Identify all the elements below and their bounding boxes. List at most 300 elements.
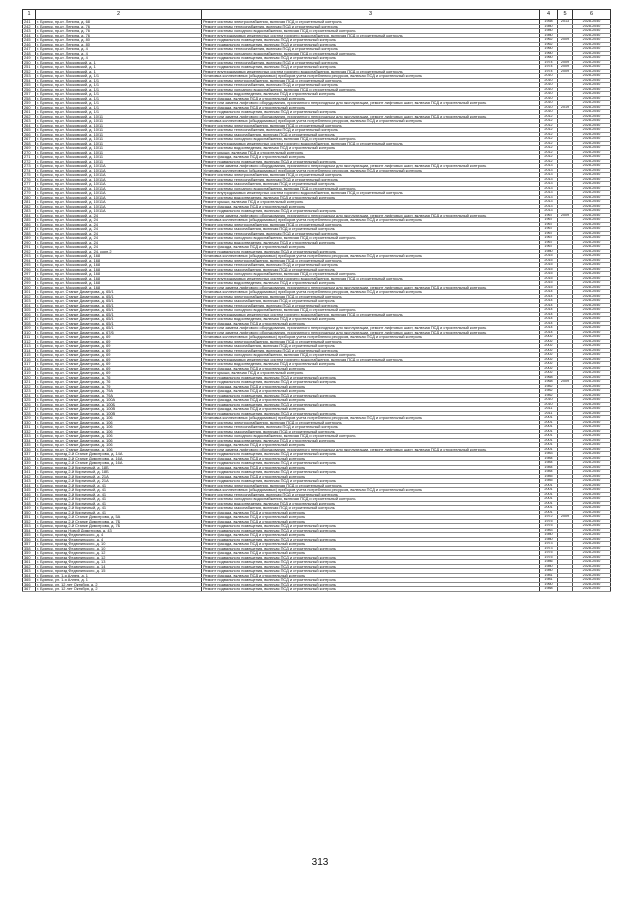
cell-work-type: Ремонт подвального помещения, включая ПСД и строительный контроль (202, 209, 540, 214)
cell-work-type: Ремонт системы электроснабжения, включая ПСД и строительный контроль (202, 294, 540, 299)
cell-year-built: 2012 (540, 159, 558, 164)
cell-address: г. Брянск, проезд 2-й Кирпичный, д. 41 (36, 501, 202, 506)
cell-work-type: Ремонт системы электроснабжения, включая ПСД и строительный контроль (202, 420, 540, 425)
cell-address: г. Брянск, пр-кт. Московский, д. 10/11 (36, 146, 202, 151)
cell-year-built: 2001 (540, 497, 558, 502)
cell-planned-period: 2028-2040 (573, 560, 611, 565)
cell-address: г. Брянск, проезд 2-й Кирпичный, д. 21А (36, 479, 202, 484)
cell-work-type: Ремонт системы газоснабжения, включая ПСД и строительный контроль (202, 227, 540, 232)
cell-address: г. Брянск, пр-кт. Московский, д. 10/11А (36, 168, 202, 173)
cell-planned-period: 2028-2040 (573, 456, 611, 461)
cell-work-type: Ремонт системы теплоснабжения, включая ПСД и строительный контроль (202, 177, 540, 182)
cell-work-type: Ремонт или замена лифтового оборудования, признанного непригодным для эксплуатации, ремонт лифтовых шахт, включая ПСД и строительный контроль (202, 114, 540, 119)
cell-address: г. Брянск, ул. 12 лет Октября, д. 2 (36, 587, 202, 592)
cell-work-type: Ремонт или замена лифтового оборудования, признанного непригодным для эксплуатации, ремонт лифтовых шахт, включая ПСД и строительный контроль (202, 326, 540, 331)
cell-row-number: 320 (23, 375, 36, 380)
cell-year-built: 2013 (540, 177, 558, 182)
cell-row-number: 355 (23, 533, 36, 538)
cell-address: г. Брянск, пр-кт. Ленина, д. 76 (36, 33, 202, 38)
cell-year-built: 1960 (540, 56, 558, 61)
cell-address: г. Брянск, пр-кт. Московский, д. 1 (36, 65, 202, 70)
cell-planned-period: 2028-2040 (573, 357, 611, 362)
cell-planned-period: 2028-2040 (573, 191, 611, 196)
cell-address: г. Брянск, пр-кт. Станке Димитрова, д. 106 (36, 443, 202, 448)
cell-work-type: Ремонт или замена лифтового оборудования, признанного непригодным для эксплуатации, ремонт лифтовых шахт, включая ПСД и строительный контроль (202, 213, 540, 218)
cell-year-built: 1980 (540, 533, 558, 538)
cell-row-number: 281 (23, 200, 36, 205)
cell-year-built: 1968 (540, 380, 558, 385)
cell-work-type: Ремонт системы газоснабжения, включая ПСД и строительный контроль (202, 299, 540, 304)
cell-year-built: 2002 (540, 353, 558, 358)
cell-address: г. Брянск, проезд 2-й Станке Димитрова, д. 7Б (36, 519, 202, 524)
cell-work-type: Установка коллективных (общедомовых) приборов учета потребления ресурсов, включая ПСД и строительный контроль (202, 290, 540, 295)
cell-address: г. Брянск, ул. 1-я Аллея, д. 1 (36, 573, 202, 578)
cell-planned-period: 2028-2040 (573, 434, 611, 439)
cell-work-type: Ремонт фасада, включая ПСД и строительный контроль (202, 515, 540, 520)
cell-year-built: 2002 (540, 371, 558, 376)
cell-work-type: Ремонт системы теплоснабжения, включая ПСД и строительный контроль (202, 60, 540, 65)
cell-address: г. Брянск, пр-кт. Московский, д. 10/11 (36, 119, 202, 124)
cell-year-built: 1967 (540, 231, 558, 236)
cell-planned-period: 2028-2040 (573, 524, 611, 529)
cell-row-number: 339 (23, 461, 36, 466)
cell-year-built: 1968 (540, 375, 558, 380)
cell-address: г. Брянск, пр-кт. Московский, д. 1 (36, 60, 202, 65)
cell-work-type: Ремонт системы теплоснабжения, включая ПСД и строительный контроль (202, 492, 540, 497)
cell-address: г. Брянск, пр-кт. Ленина, д. 76 (36, 24, 202, 29)
cell-address: г. Брянск, пр-кт. Московский, д. 10/11 (36, 141, 202, 146)
cell-address: г. Брянск, пр-кт. Московский, д. 168 (36, 281, 202, 286)
cell-work-type: Ремонт системы теплоснабжения, включая ПСД и строительный контроль (202, 303, 540, 308)
cell-address: г. Брянск, пр-кт. Станке Димитрова, д. 69 (36, 335, 202, 340)
cell-row-number: 310 (23, 330, 36, 335)
cell-planned-period: 2028-2040 (573, 146, 611, 151)
cell-address: г. Брянск, пр-кт. Станке Димитрова, д. 65/1 (36, 294, 202, 299)
cell-address: г. Брянск, пр-кт. Станке Димитрова, д. 106 (36, 425, 202, 430)
cell-year-built: 2002 (540, 357, 558, 362)
cell-year-built: 2014 (540, 330, 558, 335)
cell-work-type: Ремонт системы холодного водоснабжения, включая ПСД и строительный контроль (202, 137, 540, 142)
cell-year-built: 2015 (540, 267, 558, 272)
cell-row-number: 295 (23, 263, 36, 268)
cell-work-type: Установка коллективных (общедомовых) приборов учета потребления ресурсов, включая ПСД и строительный контроль (202, 168, 540, 173)
cell-row-number: 326 (23, 402, 36, 407)
cell-planned-period: 2028-2040 (573, 578, 611, 583)
cell-work-type: Ремонт внутридомовых инженерных систем горячего водоснабжения, включая ПСД и строительный контроль (202, 141, 540, 146)
cell-planned-period: 2028-2040 (573, 371, 611, 376)
cell-year-built: 2013 (540, 168, 558, 173)
cell-planned-period: 2028-2040 (573, 258, 611, 263)
cell-address: г. Брянск, пр-кт. Станке Димитрова, д. 69 (36, 366, 202, 371)
cell-row-number: 313 (23, 344, 36, 349)
cell-year-built: 1958 (540, 20, 558, 25)
cell-planned-period: 2028-2040 (573, 101, 611, 106)
cell-planned-period: 2028-2040 (573, 452, 611, 457)
cell-planned-period: 2028-2040 (573, 537, 611, 542)
cell-year-built: 2012 (540, 146, 558, 151)
cell-year-built: 2015 (540, 281, 558, 286)
cell-row-number: 364 (23, 573, 36, 578)
cell-year-built: 1984 (540, 470, 558, 475)
cell-year-built: 2010 (540, 87, 558, 92)
cell-address: г. Брянск, пр-кт. Станке Димитрова, д. 79А (36, 393, 202, 398)
cell-planned-period: 2028-2040 (573, 29, 611, 34)
cell-year-built: 2015 (540, 276, 558, 281)
cell-address: г. Брянск, пр-кт. Московский, д. 10/11А (36, 191, 202, 196)
cell-work-type: Ремонт или замена лифтового оборудования, признанного непригодным для эксплуатации, ремонт лифтовых шахт, включая ПСД и строительный контроль (202, 330, 540, 335)
cell-row-number: 346 (23, 492, 36, 497)
cell-planned-period: 2028-2040 (573, 267, 611, 272)
cell-year-built: 2013 (540, 195, 558, 200)
cell-row-number: 367 (23, 587, 36, 592)
cell-row-number: 335 (23, 443, 36, 448)
cell-planned-period: 2028-2040 (573, 461, 611, 466)
cell-row-number: 244 (23, 33, 36, 38)
cell-planned-period: 2028-2040 (573, 362, 611, 367)
cell-work-type: Ремонт фасада, включая ПСД и строительный контроль (202, 443, 540, 448)
cell-row-number: 332 (23, 429, 36, 434)
cell-year-built: 1985 (540, 479, 558, 484)
cell-year-built: 1985 (540, 474, 558, 479)
cell-work-type: Ремонт системы теплоснабжения, включая ПСД и строительный контроль (202, 231, 540, 236)
cell-work-type: Ремонт системы газоснабжения, включая ПСД и строительный контроль (202, 429, 540, 434)
cell-address: г. Брянск, пр-кт. Московский, д. 1/1 (36, 96, 202, 101)
cell-year-built: 2001 (540, 425, 558, 430)
cell-row-number: 254 (23, 78, 36, 83)
cell-work-type: Ремонт подвального помещения, включая ПСД и строительный контроль (202, 461, 540, 466)
cell-row-number: 344 (23, 483, 36, 488)
cell-work-type: Ремонт крыши, включая ПСД и строительный контроль (202, 150, 540, 155)
cell-work-type: Ремонт системы водоотведения, включая ПСД и строительный контроль (202, 281, 540, 286)
cell-row-number: 328 (23, 411, 36, 416)
cell-address: г. Брянск, пр-кт. Московский, д. 10/11А (36, 209, 202, 214)
cell-address: г. Брянск, пр-кт. Станке Димитрова, д. 65/1 (36, 317, 202, 322)
cell-work-type: Ремонт подвального помещения, включая ПСД и строительный контроль (202, 582, 540, 587)
cell-planned-period: 2028-2040 (573, 483, 611, 488)
cell-work-type: Ремонт фасада, включая ПСД и строительный контроль (202, 573, 540, 578)
cell-work-type: Ремонт системы холодного водоснабжения, включая ПСД и строительный контроль (202, 51, 540, 56)
cell-address: г. Брянск, пр-кт. Станке Димитрова, д. 100А (36, 398, 202, 403)
cell-row-number: 351 (23, 515, 36, 520)
cell-address: г. Брянск, пр-кт. Станке Димитрова, д. 100В (36, 411, 202, 416)
cell-planned-period: 2028-2040 (573, 411, 611, 416)
cell-address: г. Брянск, пр-кт. Московский, д. 1/1 (36, 101, 202, 106)
cell-address: г. Брянск, пр-кт. Московский, д. 24 (36, 227, 202, 232)
cell-planned-period: 2028-2040 (573, 506, 611, 511)
cell-year-built: 2010 (540, 110, 558, 115)
cell-planned-period: 2028-2040 (573, 186, 611, 191)
cell-work-type: Установка коллективных (общедомовых) приборов учета потребления ресурсов, включая ПСД и строительный контроль (202, 488, 540, 493)
cell-address: г. Брянск, проезд 2-й Кирпичный, д. 41 (36, 492, 202, 497)
cell-year-built: 1975 (540, 555, 558, 560)
cell-row-number: 334 (23, 438, 36, 443)
cell-planned-period: 2028-2040 (573, 375, 611, 380)
cell-address: г. Брянск, пр-кт. Московский, д. 10/11А (36, 204, 202, 209)
cell-planned-period: 2028-2040 (573, 582, 611, 587)
cell-year-built: 1974 (540, 60, 558, 65)
cell-planned-period: 2028-2040 (573, 177, 611, 182)
cell-planned-period: 2028-2040 (573, 209, 611, 214)
cell-year-built: 2001 (540, 443, 558, 448)
cell-work-type: Ремонт системы холодного водоснабжения, включая ПСД и строительный контроль (202, 236, 540, 241)
cell-row-number: 314 (23, 348, 36, 353)
cell-year-built: 1986 (540, 560, 558, 565)
cell-work-type: Ремонт системы холодного водоснабжения, включая ПСД и строительный контроль (202, 353, 540, 358)
cell-year-built: 1974 (540, 69, 558, 74)
cell-planned-period: 2028-2040 (573, 182, 611, 187)
cell-year-built: 2010 (540, 398, 558, 403)
register-sheet (22, 9, 610, 592)
cell-work-type: Ремонт системы теплоснабжения, включая ПСД и строительный контроль (202, 83, 540, 88)
cell-year-built: 2014 (540, 308, 558, 313)
cell-address: г. Брянск, проезд 2-й Станке Димитрова, д. 14А (36, 452, 202, 457)
cell-planned-period: 2028-2040 (573, 497, 611, 502)
cell-work-type: Ремонт системы газоснабжения, включая ПСД и строительный контроль (202, 344, 540, 349)
cell-planned-period: 2028-2040 (573, 551, 611, 556)
cell-work-type: Ремонт системы электроснабжения, включая ПСД и строительный контроль (202, 258, 540, 263)
cell-row-number: 280 (23, 195, 36, 200)
cell-planned-period: 2028-2040 (573, 321, 611, 326)
cell-work-type: Ремонт системы водоотведения, включая ПСД и строительный контроль (202, 240, 540, 245)
cell-work-type: Ремонт системы газоснабжения, включая ПСД и строительный контроль (202, 267, 540, 272)
cell-work-type: Ремонт внутридомовых инженерных систем горячего водоснабжения, включая ПСД и строительный контроль (202, 191, 540, 196)
cell-planned-period: 2028-2040 (573, 339, 611, 344)
cell-year-built: 2001 (540, 506, 558, 511)
cell-row-number: 259 (23, 101, 36, 106)
cell-row-number: 251 (23, 65, 36, 70)
cell-row-number: 292 (23, 249, 36, 254)
cell-row-number: 288 (23, 231, 36, 236)
cell-row-number: 318 (23, 366, 36, 371)
cell-planned-period: 2028-2040 (573, 398, 611, 403)
cell-row-number: 294 (23, 258, 36, 263)
cell-year-built: 2014 (540, 290, 558, 295)
cell-year-built: 2001 (540, 420, 558, 425)
cell-planned-period: 2028-2040 (573, 159, 611, 164)
cell-planned-period: 2028-2040 (573, 326, 611, 331)
cell-row-number: 264 (23, 123, 36, 128)
cell-year-built: 2010 (540, 83, 558, 88)
cell-work-type: Ремонт системы холодного водоснабжения, включая ПСД и строительный контроль (202, 29, 540, 34)
cell-address: г. Брянск, пр-кт. Станке Димитрова, д. 106 (36, 434, 202, 439)
cell-address: г. Брянск, пр-кт. Московский, д. 10/11 (36, 137, 202, 142)
cell-row-number: 319 (23, 371, 36, 376)
cell-year-built: 2012 (540, 128, 558, 133)
cell-row-number: 257 (23, 92, 36, 97)
table-row (23, 587, 611, 592)
cell-row-number: 267 (23, 137, 36, 142)
cell-planned-period: 2028-2040 (573, 24, 611, 29)
header-cell-address: 2 (36, 10, 202, 20)
cell-planned-period: 2028-2040 (573, 263, 611, 268)
cell-year-built: 2002 (540, 339, 558, 344)
cell-planned-period: 2028-2040 (573, 587, 611, 592)
cell-row-number: 299 (23, 281, 36, 286)
cell-row-number: 275 (23, 173, 36, 178)
cell-address: г. Брянск, пр-кт. Станке Димитрова, д. 65/1 (36, 312, 202, 317)
cell-address: г. Брянск, пр-кт. Московский, д. 24 (36, 213, 202, 218)
cell-planned-period: 2028-2040 (573, 447, 611, 452)
cell-row-number: 282 (23, 204, 36, 209)
cell-address: г. Брянск, пр-кт. Московский, д. 1/1 (36, 87, 202, 92)
cell-row-number: 354 (23, 528, 36, 533)
cell-planned-period: 2028-2040 (573, 56, 611, 61)
cell-work-type: Ремонт системы водоотведения, включая ПСД и строительный контроль (202, 438, 540, 443)
cell-work-type: Ремонт внутридомовых инженерных систем горячего водоснабжения, включая ПСД и строительный контроль (202, 33, 540, 38)
cell-year-built: 2002 (540, 344, 558, 349)
cell-planned-period: 2028-2040 (573, 546, 611, 551)
cell-row-number: 363 (23, 569, 36, 574)
cell-row-number: 315 (23, 353, 36, 358)
cell-row-number: 249 (23, 56, 36, 61)
cell-work-type: Ремонт внутридомовых инженерных систем горячего водоснабжения, включая ПСД и строительный контроль (202, 357, 540, 362)
cell-address: г. Брянск, проезд Федюнинского, д. 10 (36, 542, 202, 547)
cell-row-number: 256 (23, 87, 36, 92)
cell-year-built: 2014 (540, 317, 558, 322)
cell-address: г. Брянск, пр-кт. Станке Димитрова, д. 65/1 (36, 326, 202, 331)
cell-work-type: Ремонт подвального помещения, включая ПСД и строительный контроль (202, 537, 540, 542)
cell-row-number: 330 (23, 420, 36, 425)
header-row (23, 10, 611, 20)
cell-planned-period: 2028-2040 (573, 317, 611, 322)
cell-year-built: 2010 (540, 74, 558, 79)
cell-planned-period: 2028-2040 (573, 200, 611, 205)
cell-row-number: 317 (23, 362, 36, 367)
cell-year-built: 2014 (540, 321, 558, 326)
cell-planned-period: 2028-2040 (573, 132, 611, 137)
cell-planned-period: 2028-2040 (573, 231, 611, 236)
cell-work-type: Ремонт фасада, включая ПСД и строительный контроль (202, 510, 540, 515)
cell-row-number: 276 (23, 177, 36, 182)
cell-year-built: 1981 (540, 573, 558, 578)
cell-address: г. Брянск, пр-кт. Станке Димитрова, д. 106 (36, 438, 202, 443)
cell-address: г. Брянск, пр-кт. Московский, д. 10/11А (36, 164, 202, 169)
cell-row-number: 266 (23, 132, 36, 137)
cell-address: г. Брянск, пр-кт. Станке Димитрова, д. 106 (36, 447, 202, 452)
cell-row-number: 316 (23, 357, 36, 362)
cell-planned-period: 2028-2040 (573, 173, 611, 178)
cell-planned-period: 2028-2040 (573, 285, 611, 290)
cell-year-built: 1982 (540, 384, 558, 389)
cell-work-type: Ремонт системы водоотведения, включая ПСД и строительный контроль (202, 501, 540, 506)
cell-work-type: Ремонт подвального помещения, включая ПСД и строительный контроль (202, 528, 540, 533)
cell-address: г. Брянск, пр-кт. Московский, д. 168 (36, 285, 202, 290)
cell-planned-period: 2028-2040 (573, 470, 611, 475)
cell-work-type: Ремонт или замена лифтового оборудования, признанного непригодным для эксплуатации, ремонт лифтовых шахт, включая ПСД и строительный контроль (202, 164, 540, 169)
cell-planned-period: 2028-2040 (573, 555, 611, 560)
cell-work-type: Ремонт фасада, включая ПСД и строительный контроль (202, 465, 540, 470)
cell-row-number: 336 (23, 447, 36, 452)
cell-address: г. Брянск, пр-кт. Станке Димитрова, д. 65/1 (36, 290, 202, 295)
cell-year-built: 1984 (540, 456, 558, 461)
cell-planned-period: 2028-2040 (573, 564, 611, 569)
cell-row-number: 312 (23, 339, 36, 344)
cell-year-built: 1962 (540, 42, 558, 47)
cell-planned-period: 2028-2040 (573, 74, 611, 79)
cell-year-built: 2001 (540, 434, 558, 439)
cell-row-number: 245 (23, 38, 36, 43)
cell-address: г. Брянск, проезд 2-й Станке Димитрова, д. 7Б (36, 524, 202, 529)
cell-row-number: 263 (23, 119, 36, 124)
cell-work-type: Ремонт фасада, включая ПСД и строительный контроль (202, 96, 540, 101)
cell-address: г. Брянск, пр-кт. Московский, д. 1/1 (36, 110, 202, 115)
cell-row-number: 290 (23, 240, 36, 245)
cell-planned-period: 2028-2040 (573, 114, 611, 119)
cell-year-built: 1975 (540, 551, 558, 556)
cell-planned-period: 2028-2040 (573, 429, 611, 434)
cell-year-built: 2001 (540, 438, 558, 443)
cell-row-number: 309 (23, 326, 36, 331)
cell-address: г. Брянск, проезд 2-й Кирпичный, д. 41 (36, 497, 202, 502)
cell-address: г. Брянск, пр-кт. Станке Димитрова, д. 79 (36, 384, 202, 389)
cell-work-type: Ремонт системы водоотведения, включая ПСД и строительный контроль (202, 317, 540, 322)
cell-row-number: 311 (23, 335, 36, 340)
cell-address: г. Брянск, проезд 2-й Кирпичный, д. 41 (36, 483, 202, 488)
cell-year-built: 2012 (540, 155, 558, 160)
cell-address: г. Брянск, проезд Новой Димитрова, д. 43 (36, 528, 202, 533)
cell-row-number: 345 (23, 488, 36, 493)
cell-planned-period: 2028-2040 (573, 443, 611, 448)
cell-year-built: 1982 (540, 393, 558, 398)
cell-planned-period: 2028-2040 (573, 47, 611, 52)
cell-address: г. Брянск, пр-кт. Московский, д. 24 (36, 236, 202, 241)
cell-work-type: Ремонт фасада, включая ПСД и строительный контроль (202, 542, 540, 547)
cell-row-number: 324 (23, 393, 36, 398)
cell-work-type: Ремонт фасада, включая ПСД и строительный контроль (202, 474, 540, 479)
cell-planned-period: 2028-2040 (573, 290, 611, 295)
cell-row-number: 265 (23, 128, 36, 133)
cell-year-built: 1980 (540, 564, 558, 569)
cell-planned-period: 2028-2040 (573, 573, 611, 578)
cell-planned-period: 2028-2040 (573, 479, 611, 484)
cell-year-built: 1980 (540, 537, 558, 542)
cell-row-number: 291 (23, 245, 36, 250)
cell-row-number: 307 (23, 317, 36, 322)
cell-row-number: 242 (23, 24, 36, 29)
cell-year-built: 1967 (540, 236, 558, 241)
cell-work-type: Ремонт подвального помещения, включая ПСД и строительный контроль (202, 393, 540, 398)
cell-planned-period: 2028-2040 (573, 110, 611, 115)
table-body (23, 20, 611, 592)
cell-work-type: Ремонт подвального помещения, включая ПСД и строительный контроль (202, 524, 540, 529)
cell-work-type: Ремонт системы электроснабжения, включая ПСД и строительный контроль (202, 78, 540, 83)
cell-work-type: Установка коллективных (общедомовых) приборов учета потребления ресурсов, включая ПСД и строительный контроль (202, 74, 540, 79)
cell-address: г. Брянск, проезд 2-й Станке Димитрова, д. 16А (36, 456, 202, 461)
cell-address: г. Брянск, ул. 12 лет Октября, д. 2 (36, 582, 202, 587)
cell-year-built: 2012 (540, 132, 558, 137)
cell-address: г. Брянск, пр-кт. Станке Димитрова, д. 106 (36, 420, 202, 425)
cell-address: г. Брянск, пр-кт. Станке Димитрова, д. 100В (36, 407, 202, 412)
cell-address: г. Брянск, пр-кт. Московский, д. 10/11 (36, 132, 202, 137)
cell-planned-period: 2028-2040 (573, 65, 611, 70)
cell-work-type: Ремонт фасада, включая ПСД и строительный контроль (202, 551, 540, 556)
cell-year-built: 2001 (540, 492, 558, 497)
cell-work-type: Ремонт фасада, включая ПСД и строительный контроль (202, 204, 540, 209)
cell-row-number: 289 (23, 236, 36, 241)
cell-work-type: Ремонт подвального помещения, включая ПСД и строительный контроль (202, 546, 540, 551)
cell-planned-period: 2028-2040 (573, 528, 611, 533)
cell-year-last-repair: 2009 (558, 60, 573, 65)
cell-address: г. Брянск, пр-кт. Станке Димитрова, д. 65/1 (36, 321, 202, 326)
cell-row-number: 283 (23, 209, 36, 214)
cell-work-type: Ремонт крыши, включая ПСД и строительный контроль (202, 200, 540, 205)
cell-planned-period: 2028-2040 (573, 488, 611, 493)
cell-year-last-repair: 2009 (558, 515, 573, 520)
cell-row-number: 278 (23, 186, 36, 191)
cell-year-built: 1967 (540, 245, 558, 250)
cell-row-number: 253 (23, 74, 36, 79)
cell-row-number: 260 (23, 105, 36, 110)
